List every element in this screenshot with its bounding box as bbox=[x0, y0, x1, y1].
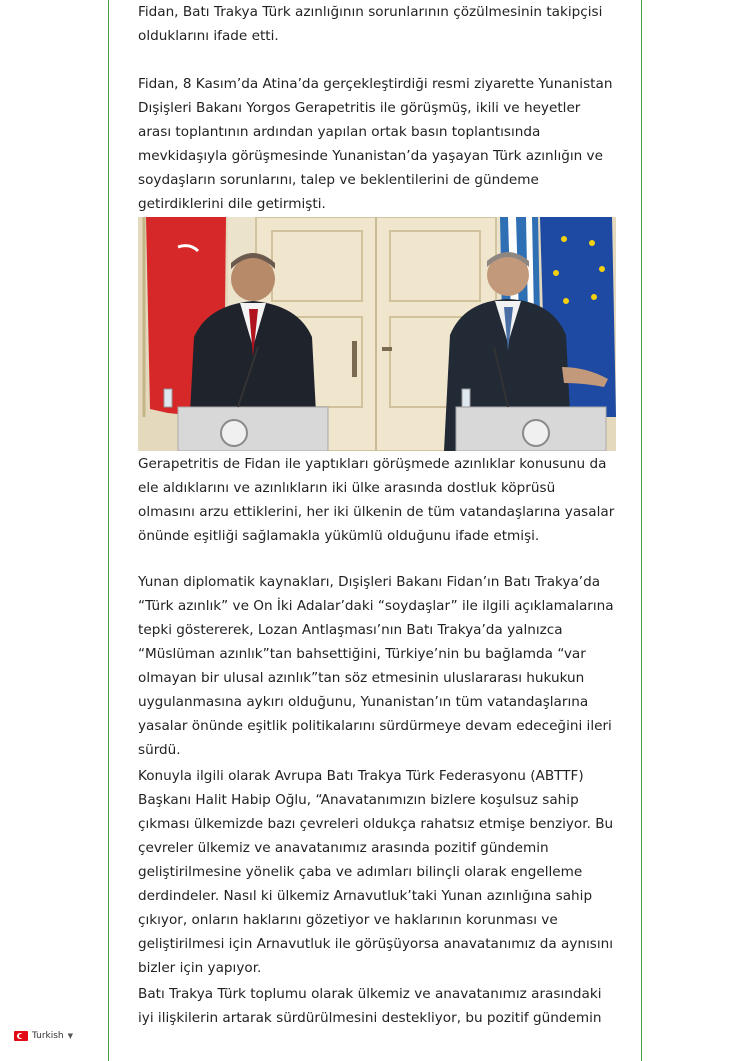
article-paragraph: Batı Trakya Türk toplumu olarak ülkemiz ve anavatanımız arasındaki iyi ilişkilerin artarak sürdürülmesini destekliyor, bu pozitif gündemin bbox=[138, 986, 602, 1026]
article-paragraph: Gerapetritis de Fidan ile yaptıkları görüşmede azınlıklar konusunu da ele aldıklarını ve azınlıkların iki ülke arasında dostluk köprüsü olmasını arzu ettiklerini, her iki ülkenin de tüm vatandaşlarına yasalar önünde eşitliği sağlamakla yükümlü olduğunu ifade etmişi. bbox=[138, 456, 615, 544]
language-selector[interactable] bbox=[14, 1031, 73, 1041]
chevron-down-icon: ▼ bbox=[67, 1032, 74, 1040]
article-paragraph: Fidan, Batı Trakya Türk azınlığının sorunlarının çözülmesinin takipçisi olduklarını ifade etti. bbox=[138, 4, 603, 44]
article-paragraph: Yunan diplomatik kaynakları, Dışişleri Bakanı Fidan’ın Batı Trakya’da “Türk azınlık” ve On İki Adalar’daki “soydaşlar” ile ilgili açıklamalarına tepki göstererek, Lozan Antlaşması’nın Batı Trakya’da yalnızca “Müslüman azınlık”tan bahsettiğini, Türkiye’nin bu bağlamda “var olmayan bir ulusal azınlık”tan söz etmesinin uluslararası hukukun uygulanmasına aykırı olduğunu, Yunanistan’ın tüm vatandaşlarına yasalar önünde eşitlik politikalarını sürdürmeye devam edeceğini ileri sürdü. bbox=[138, 574, 614, 758]
turkey-flag-icon bbox=[14, 1031, 28, 1041]
article-paragraph: Konuyla ilgili olarak Avrupa Batı Trakya Türk Federasyonu (ABTTF) Başkanı Halit Habip Oğlu, “Anavatanımızın bizlere koşulsuz sahip çıkması ülkemizde bazı çevreleri oldukça rahatsız etmişe benziyor. Bu çevreler ülkemiz ve anavatanımız arasında pozitif gündemin geliştirilmesine yönelik çaba ve adımları bilinçli olarak engelleme derdindeler. Nasıl ki ülkemiz Arnavutluk’taki Yunan azınlığına sahip çıkıyor, onların haklarını gözetiyor ve haklarının korunması ve geliştirilmesi için Arnavutluk ile görüşüyorsa anavatanımız da aynısını bizler için yapıyor. bbox=[138, 768, 614, 976]
article-photo bbox=[138, 217, 616, 451]
language-label: Turkish bbox=[32, 1031, 64, 1041]
article-paragraph: Fidan, 8 Kasım’da Atina’da gerçekleştirdiği resmi ziyarette Yunanistan Dışişleri Bakanı Yorgos Gerapetritis ile görüşmüş, ikili ve heyetler arası toplantının ardından yapılan ortak basın toplantısında mevkidaşıyla görüşmesinde Yunanistan’da yaşayan Türk azınlığın ve soydaşların sorunlarını, talep ve beklentilerini de gündeme getirdiklerini dile getirmişti. bbox=[138, 76, 613, 212]
